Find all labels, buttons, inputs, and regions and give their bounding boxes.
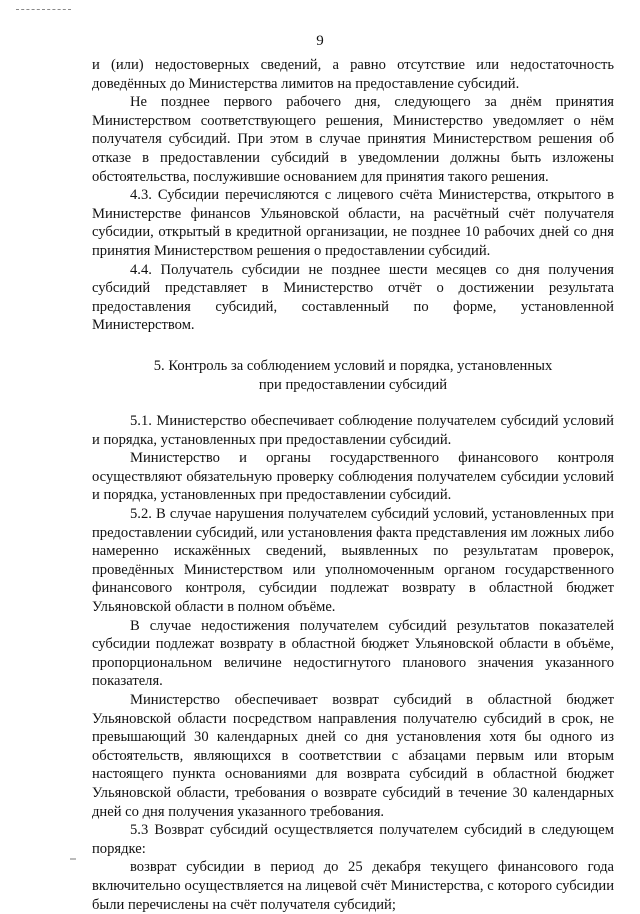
section-heading-line: 5. Контроль за соблюдением условий и порядка, установленных [153, 357, 553, 374]
scan-artifact [70, 858, 76, 860]
paragraph: 5.2. В случае нарушения получателем субсидий условий, установленных при предоставлении субсидий, или установления факта представления им ложных либо намеренно искажённых сведений, выявленных по результатам проверок, проведённых Министерством или уполномоченным органом государственного финансового контроля, субсидии подлежат возврату в областной бюджет Ульяновской области в полном объёме. [92, 506, 614, 616]
document-body [92, 56, 614, 914]
scan-artifact [16, 9, 71, 11]
paragraph: Не позднее первого рабочего дня, следующего за днём принятия Министерством соответствующего решения, Министерство уведомляет о нём получателя субсидий. При этом в случае принятия Министерством решения об отказе в предоставлении субсидий в уведомлении должны быть изложены обстоятельства, послужившие основанием для принятия такого решения. [92, 94, 614, 185]
paragraph: В случае недостижения получателем субсидий результатов показателей субсидии подлежат возврату в областной бюджет Ульяновской области в объёме, пропорциональном величине недостигнутого планового значения указанного показателя. [92, 617, 614, 690]
paragraph: Министерство обеспечивает возврат субсидий в областной бюджет Ульяновской области посредством направления получателю субсидий в срок, не превышающий 30 календарных дней со дня установления хотя бы одного из обстоятельств, являющихся в соответствии с абзацами первым или вторым настоящего пункта основаниями для возврата субсидий в областной бюджет Ульяновской области, требования о возврате субсидий в течение 30 календарных дней со дня получения указанного требования. [92, 692, 614, 820]
section-heading [92, 357, 614, 394]
paragraph: возврат субсидии в период до 25 декабря текущего финансового года включительно осуществляется на лицевой счёт Министерства, с которого субсидии были перечислены на счёт получателя субсидий; [92, 859, 614, 913]
paragraph: и (или) недостоверных сведений, а равно отсутствие или недостаточность доведённых до Министерства лимитов на предоставление субсидий. [92, 57, 614, 92]
paragraph: 4.3. Субсидии перечисляются с лицевого счёта Министерства, открытого в Министерстве финансов Ульяновской области, на расчётный счёт получателя субсидии, открытый в кредитной организации, не позднее 10 рабочих дней со дня принятия Министерством решения о предоставлении субсидий. [92, 187, 614, 259]
paragraph: 5.1. Министерство обеспечивает соблюдение получателем субсидий условий и порядка, установленных при предоставлении субсидий. [92, 413, 614, 448]
page-number: 9 [316, 33, 324, 49]
paragraph: 5.3 Возврат субсидий осуществляется получателем субсидий в следующем порядке: [92, 822, 614, 857]
paragraph: 4.4. Получатель субсидии не позднее шести месяцев со дня получения субсидий представляет в Министерство отчёт о достижении результата предоставления субсидий, составленный по форме, установленной Министерством. [92, 261, 614, 334]
section-heading-line: при предоставлении субсидий [258, 376, 448, 393]
paragraph: Министерство и органы государственного финансового контроля осуществляют обязательную проверку соблюдения получателем субсидии условий и порядка, установленных при предоставлении субсидий. [92, 450, 614, 504]
